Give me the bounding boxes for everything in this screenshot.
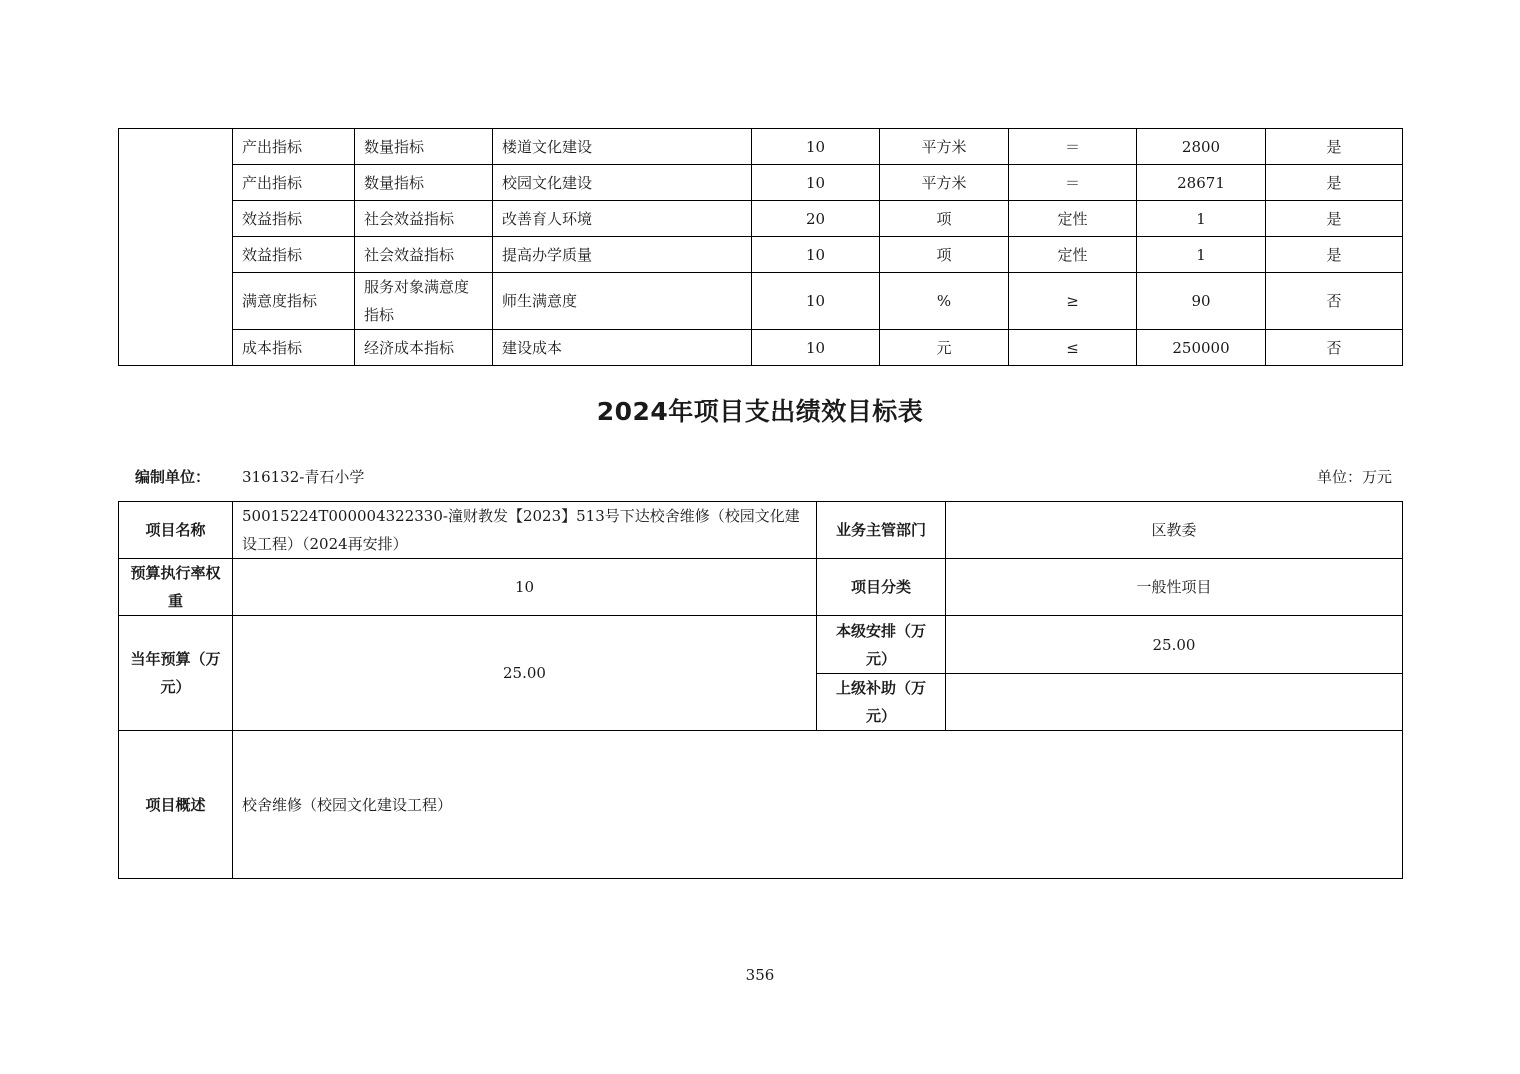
- category-label: 项目分类: [817, 559, 946, 616]
- indicator-name: 楼道文化建设: [493, 129, 752, 165]
- indicator-weight: 10: [752, 237, 880, 273]
- level1-indicator: 产出指标: [233, 165, 355, 201]
- table-row: [119, 201, 1403, 237]
- dept-value: 区教委: [946, 502, 1403, 559]
- level2-indicator: 社会效益指标: [355, 201, 493, 237]
- indicator-operator: ＝: [1009, 165, 1137, 201]
- indicator-operator: ≤: [1009, 330, 1137, 366]
- budget-value: 25.00: [233, 616, 817, 731]
- level2-indicator: 服务对象满意度指标: [355, 273, 493, 330]
- indicator-weight: 10: [752, 273, 880, 330]
- weight-label: 预算执行率权重: [119, 559, 233, 616]
- compiling-unit-value: 316132-青石小学: [242, 468, 365, 486]
- weight-value: 10: [233, 559, 817, 616]
- category-value: 一般性项目: [946, 559, 1403, 616]
- level2-indicator: 数量指标: [355, 165, 493, 201]
- compiling-unit-label: 编制单位：: [135, 468, 211, 486]
- indicator-name: 校园文化建设: [493, 165, 752, 201]
- indicator-operator: 定性: [1009, 237, 1137, 273]
- budget-label: 当年预算（万元）: [119, 616, 233, 731]
- upper-funding-value: [946, 674, 1403, 731]
- level1-indicator: 满意度指标: [233, 273, 355, 330]
- level1-indicator: 产出指标: [233, 129, 355, 165]
- indicator-name: 师生满意度: [493, 273, 752, 330]
- indicator-unit: 平方米: [880, 129, 1009, 165]
- level2-indicator: 数量指标: [355, 129, 493, 165]
- table-row: [119, 559, 1403, 616]
- table-row: [119, 502, 1403, 559]
- table-row: [119, 165, 1403, 201]
- indicator-name: 提高办学质量: [493, 237, 752, 273]
- level2-indicator: 经济成本指标: [355, 330, 493, 366]
- indicator-operator: ＝: [1009, 129, 1137, 165]
- merged-blank-cell: [119, 129, 233, 366]
- indicator-core: 是: [1266, 129, 1403, 165]
- indicator-core: 否: [1266, 273, 1403, 330]
- local-funding-value: 25.00: [946, 616, 1403, 674]
- indicator-target: 1: [1137, 237, 1266, 273]
- indicator-weight: 10: [752, 330, 880, 366]
- indicator-weight: 20: [752, 201, 880, 237]
- indicator-unit: %: [880, 273, 1009, 330]
- level1-indicator: 效益指标: [233, 237, 355, 273]
- money-unit-label: 单位：万元: [1316, 468, 1392, 486]
- indicator-target: 2800: [1137, 129, 1266, 165]
- project-name-value: 50015224T000004322330-潼财教发【2023】513号下达校舍维修（校园文化建设工程）（2024再安排）: [233, 502, 817, 559]
- indicator-operator: ≥: [1009, 273, 1137, 330]
- indicator-weight: 10: [752, 165, 880, 201]
- local-funding-label: 本级安排（万元）: [817, 616, 946, 674]
- table-row: [119, 129, 1403, 165]
- upper-funding-label: 上级补助（万元）: [817, 674, 946, 731]
- level1-indicator: 成本指标: [233, 330, 355, 366]
- indicator-core: 是: [1266, 165, 1403, 201]
- indicator-name: 建设成本: [493, 330, 752, 366]
- indicator-target: 1: [1137, 201, 1266, 237]
- indicator-name: 改善育人环境: [493, 201, 752, 237]
- dept-label: 业务主管部门: [817, 502, 946, 559]
- level2-indicator: 社会效益指标: [355, 237, 493, 273]
- indicator-target: 250000: [1137, 330, 1266, 366]
- project-name-label: 项目名称: [119, 502, 233, 559]
- summary-value: 校舍维修（校园文化建设工程）: [233, 731, 1403, 879]
- indicator-unit: 平方米: [880, 165, 1009, 201]
- summary-label: 项目概述: [119, 731, 233, 879]
- table-row: [119, 273, 1403, 330]
- indicator-unit: 项: [880, 237, 1009, 273]
- table-row: [119, 237, 1403, 273]
- table-row: [119, 616, 1403, 674]
- indicator-target: 28671: [1137, 165, 1266, 201]
- project-table: [118, 501, 1403, 879]
- indicator-table: [118, 128, 1403, 366]
- indicator-operator: 定性: [1009, 201, 1137, 237]
- indicator-unit: 项: [880, 201, 1009, 237]
- indicator-target: 90: [1137, 273, 1266, 330]
- page-title: 2024年项目支出绩效目标表: [596, 397, 924, 426]
- indicator-core: 是: [1266, 237, 1403, 273]
- page-number: 356: [745, 966, 775, 984]
- indicator-weight: 10: [752, 129, 880, 165]
- level1-indicator: 效益指标: [233, 201, 355, 237]
- indicator-core: 否: [1266, 330, 1403, 366]
- table-row: [119, 330, 1403, 366]
- indicator-core: 是: [1266, 201, 1403, 237]
- table-row: [119, 731, 1403, 879]
- indicator-unit: 元: [880, 330, 1009, 366]
